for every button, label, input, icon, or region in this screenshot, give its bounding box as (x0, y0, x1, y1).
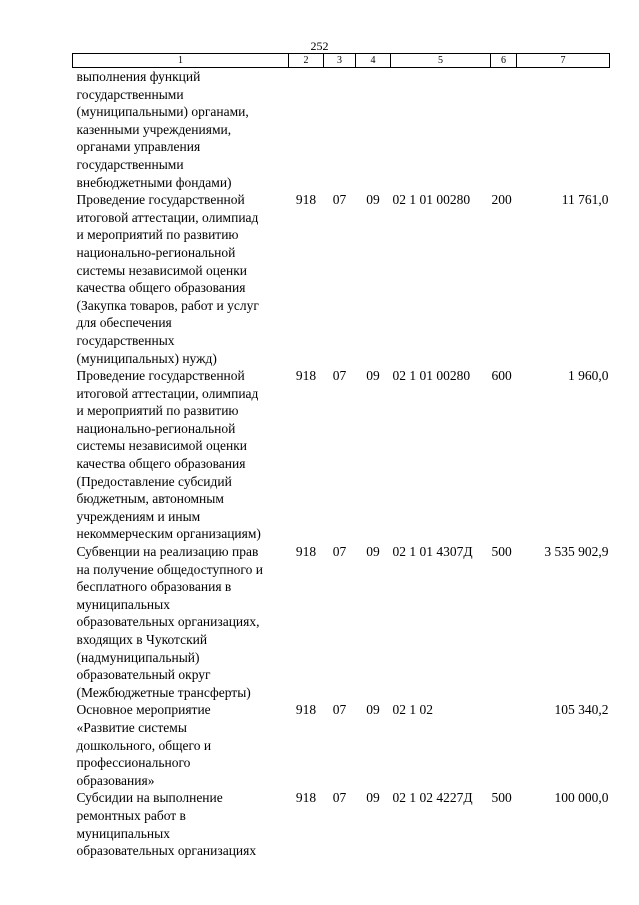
row-name-line: на получение общедоступного и (76, 561, 263, 577)
row-name-line: образовательный округ (76, 667, 211, 683)
column-header-4: 4 (356, 54, 391, 68)
row-name-line: системы независимой оценки (76, 438, 247, 454)
row-name-line: учреждениям и иным (76, 508, 201, 524)
row-name-line: (Предоставление субсидий (76, 473, 232, 489)
row-name-line: образования» (76, 772, 155, 788)
row-name-line: итоговой аттестации, олимпиад (76, 385, 259, 401)
target-article: 02 1 02 (392, 702, 433, 718)
expense-type (491, 68, 517, 192)
row-name-line: Проведение государственной (76, 368, 245, 384)
table-row (73, 68, 610, 192)
column-header-2: 2 (289, 54, 324, 68)
amount: 11 761,0 (561, 192, 609, 208)
row-name-line: (муниципальными) органами, (76, 104, 249, 120)
admin-code: 918 (295, 702, 317, 718)
section-code: 07 (332, 702, 347, 718)
target-article: 02 1 01 00280 (392, 368, 471, 384)
row-name-line: государственных (76, 332, 175, 348)
subsection-code (356, 68, 391, 192)
table-body (73, 68, 610, 860)
row-name-line: «Развитие системы (76, 719, 187, 735)
budget-table (72, 53, 610, 860)
row-name-line: некоммерческим организациям) (76, 526, 261, 542)
row-name-line: Основное мероприятие (76, 702, 211, 718)
target-article: 02 1 01 4307Д (392, 544, 473, 560)
row-name-line: качества общего образования (76, 456, 246, 472)
subsection-code: 09 (366, 192, 380, 208)
target-article: 02 1 01 00280 (392, 192, 471, 208)
amount: 3 535 902,9 (544, 544, 609, 560)
amount: 100 000,0 (554, 790, 609, 806)
row-name (73, 68, 289, 192)
subsection-code: 09 (366, 544, 380, 560)
section-code: 07 (332, 368, 347, 384)
table-row (73, 543, 610, 701)
subsection-code: 09 (366, 790, 380, 806)
row-name-line: (Закупка товаров, работ и услуг (76, 297, 259, 313)
row-name-line: Субвенции на реализацию прав (76, 544, 259, 560)
expense-type: 500 (491, 544, 512, 560)
target-article: 02 1 02 4227Д (392, 790, 473, 806)
row-name (73, 543, 289, 701)
admin-code: 918 (295, 192, 317, 208)
row-name-line: национально-региональной (76, 420, 236, 436)
header-row (73, 54, 610, 68)
row-name (73, 789, 289, 859)
row-name-line: (Межбюджетные трансферты) (76, 684, 251, 700)
subsection-code: 09 (366, 368, 380, 384)
row-name-line: входящих в Чукотский (76, 632, 208, 647)
row-name-line: и мероприятий по развитию (76, 227, 239, 243)
amount: 105 340,2 (554, 702, 609, 718)
row-name-line: государственными (76, 86, 184, 102)
section-code: 07 (332, 790, 347, 806)
page-number: 252 (310, 39, 329, 53)
amount (517, 68, 610, 192)
row-name-line: государственными (76, 156, 184, 172)
subsection-code: 09 (366, 702, 380, 718)
row-name-line: муниципальных (76, 825, 170, 841)
expense-type: 200 (491, 192, 512, 208)
section-code (324, 68, 356, 192)
row-name-line: выполнения функций (76, 69, 201, 84)
row-name-line: бюджетным, автономным (76, 491, 224, 507)
expense-type: 500 (491, 790, 512, 806)
row-name-line: внебюджетными фондами) (76, 174, 232, 190)
row-name-line: национально-региональной (76, 244, 236, 260)
row-name-line: для обеспечения (76, 315, 172, 331)
row-name-line: органами управления (76, 139, 201, 155)
expense-type: 600 (491, 368, 512, 384)
table-row (73, 701, 610, 789)
column-header-5: 5 (391, 54, 491, 68)
row-name-line: системы независимой оценки (76, 262, 247, 278)
admin-code: 918 (295, 790, 317, 806)
expense-type (491, 701, 517, 789)
table-row (73, 191, 610, 367)
row-name-line: (надмуниципальный) (76, 649, 200, 665)
admin-code: 918 (295, 368, 317, 384)
row-name-line: образовательных организациях, (76, 614, 260, 630)
row-name-line: и мероприятий по развитию (76, 403, 239, 419)
admin-code (289, 68, 324, 192)
column-header-7: 7 (517, 54, 610, 68)
row-name-line: Субсидии на выполнение (76, 790, 223, 806)
row-name-line: качества общего образования (76, 280, 246, 296)
row-name-line: профессионального (76, 755, 191, 771)
section-code: 07 (332, 192, 347, 208)
column-header-6: 6 (491, 54, 517, 68)
table-row (73, 367, 610, 543)
admin-code: 918 (295, 544, 317, 560)
target-article (391, 68, 491, 192)
row-name (73, 191, 289, 367)
amount: 1 960,0 (568, 368, 609, 384)
row-name (73, 701, 289, 789)
row-name-line: казенными учреждениями, (76, 121, 232, 137)
row-name-line: бесплатного образования в (76, 579, 232, 595)
row-name-line: (муниципальных) нужд) (76, 350, 217, 366)
column-header-1: 1 (73, 54, 289, 68)
section-code: 07 (332, 544, 347, 560)
row-name-line: дошкольного, общего и (76, 737, 212, 753)
table-row (73, 789, 610, 859)
row-name-line: муниципальных (76, 596, 170, 612)
row-name-line: итоговой аттестации, олимпиад (76, 209, 259, 225)
budget-table-container (72, 53, 609, 860)
row-name-line: ремонтных работ в (76, 807, 186, 823)
row-name-line: образовательных организациях (76, 843, 257, 859)
row-name (73, 367, 289, 543)
column-header-3: 3 (324, 54, 356, 68)
row-name-line: Проведение государственной (76, 192, 245, 208)
